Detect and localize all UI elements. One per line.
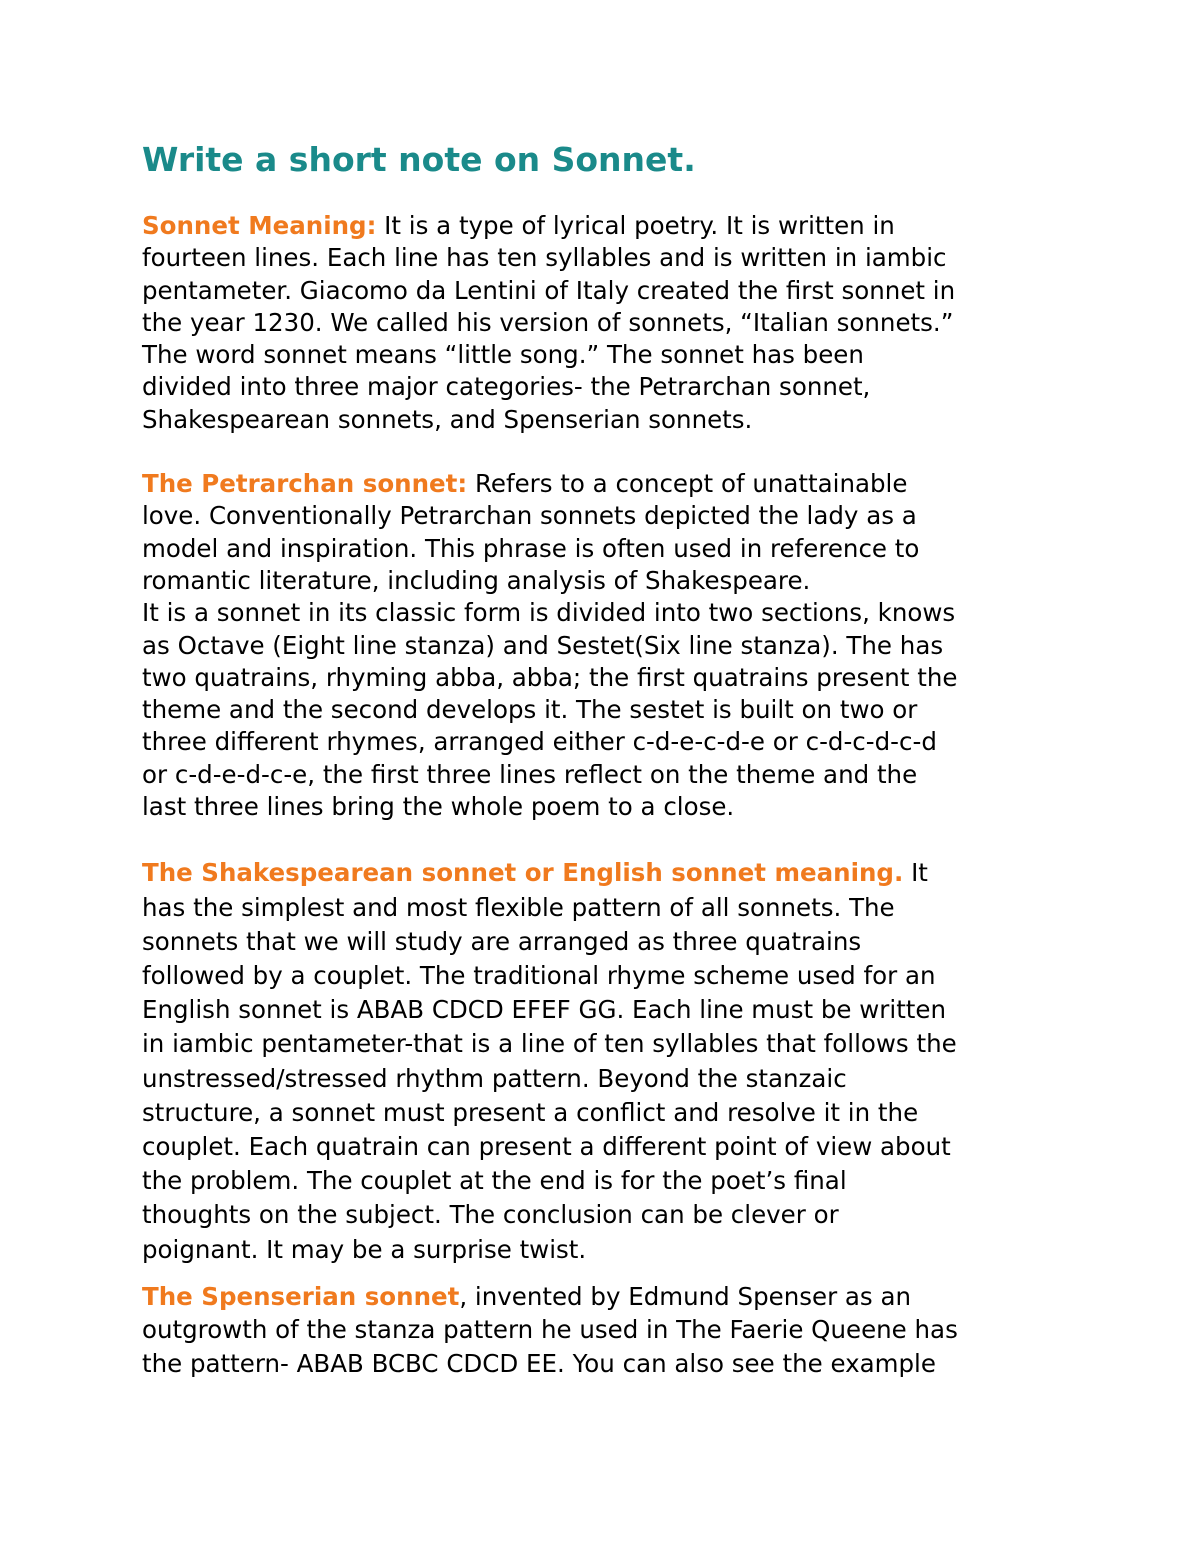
paragraph-line: two quatrains, rhyming abba, abba; the first quatrains present the <box>142 662 958 692</box>
paragraph-line: couplet. Each quatrain can present a different point of view about <box>142 1131 951 1161</box>
petrarchan-sonnet-paragraph <box>142 468 1077 823</box>
section-heading-petrarchan-sonnet: The Petrarchan sonnet: <box>142 469 468 499</box>
paragraph-line: has the simplest and most flexible pattern of all sonnets. The <box>142 892 895 922</box>
paragraph-line: romantic literature, including analysis of Shakespeare. <box>142 565 811 595</box>
paragraph-line: fourteen lines. Each line has ten syllables and is written in iambic <box>142 243 947 273</box>
paragraph-line: The Petrarchan sonnet: Refers to a concept of unattainable <box>142 469 908 499</box>
paragraph-line: followed by a couplet. The traditional rhyme scheme used for an <box>142 960 936 990</box>
paragraph-line: the year 1230. We called his version of sonnets, “Italian sonnets.” <box>142 307 954 337</box>
paragraph-line: The Shakespearean sonnet or English sonnet meaning. It <box>142 858 928 888</box>
paragraph-line: The Spenserian sonnet, invented by Edmund Spenser as an <box>142 1281 912 1311</box>
paragraph-line: three different rhymes, arranged either c-d-e-c-d-e or c-d-c-d-c-d <box>142 727 937 757</box>
sonnet-meaning-paragraph <box>142 210 1077 436</box>
paragraph-line: the pattern- ABAB BCBC CDCD EE. You can also see the example <box>142 1349 936 1379</box>
shakespearean-sonnet-paragraph <box>142 856 1077 1266</box>
section-heading-shakespearean-sonnet: The Shakespearean sonnet or English sonnet meaning. <box>142 858 904 888</box>
paragraph-line: The word sonnet means “little song.” The sonnet has been <box>142 340 864 370</box>
paragraph-line: love. Conventionally Petrarchan sonnets depicted the lady as a <box>142 501 917 531</box>
paragraph-line: unstressed/stressed rhythm pattern. Beyond the stanzaic <box>142 1063 847 1093</box>
paragraph-line: English sonnet is ABAB CDCD EFEF GG. Each line must be written <box>142 995 947 1025</box>
paragraph-line: the problem. The couplet at the end is for the poet’s final <box>142 1166 847 1196</box>
page-title: Write a short note on Sonnet. <box>142 140 696 179</box>
spenserian-sonnet-paragraph <box>142 1280 1077 1381</box>
paragraph-line: thoughts on the subject. The conclusion can be clever or <box>142 1200 839 1230</box>
paragraph-line: model and inspiration. This phrase is often used in reference to <box>142 533 920 563</box>
paragraph-line: as Octave (Eight line stanza) and Sestet(Six line stanza). The has <box>142 630 944 660</box>
paragraph-line: theme and the second develops it. The sestet is built on two or <box>142 695 918 725</box>
paragraph-line: pentameter. Giacomo da Lentini of Italy created the first sonnet in <box>142 275 956 305</box>
paragraph-line: or c-d-e-d-c-e, the first three lines reflect on the theme and the <box>142 759 918 789</box>
section-heading-spenserian-sonnet: The Spenserian sonnet <box>142 1281 460 1311</box>
paragraph-line: Shakespearean sonnets, and Spenserian sonnets. <box>142 404 753 434</box>
paragraph-line: in iambic pentameter-that is a line of ten syllables that follows the <box>142 1029 957 1059</box>
paragraph-line: Sonnet Meaning: It is a type of lyrical poetry. It is written in <box>142 211 895 240</box>
paragraph-line: outgrowth of the stanza pattern he used in The Faerie Queene has <box>142 1315 958 1345</box>
paragraph-line: sonnets that we will study are arranged as three quatrains <box>142 926 862 956</box>
paragraph-line: poignant. It may be a surprise twist. <box>142 1234 587 1264</box>
section-heading-sonnet-meaning: Sonnet Meaning: <box>142 211 377 240</box>
paragraph-line: last three lines bring the whole poem to a close. <box>142 792 735 822</box>
document-page <box>142 138 1077 1381</box>
paragraph-line: structure, a sonnet must present a conflict and resolve it in the <box>142 1097 919 1127</box>
paragraph-line: divided into three major categories- the Petrarchan sonnet, <box>142 372 871 402</box>
paragraph-line: It is a sonnet in its classic form is divided into two sections, knows <box>142 598 956 628</box>
